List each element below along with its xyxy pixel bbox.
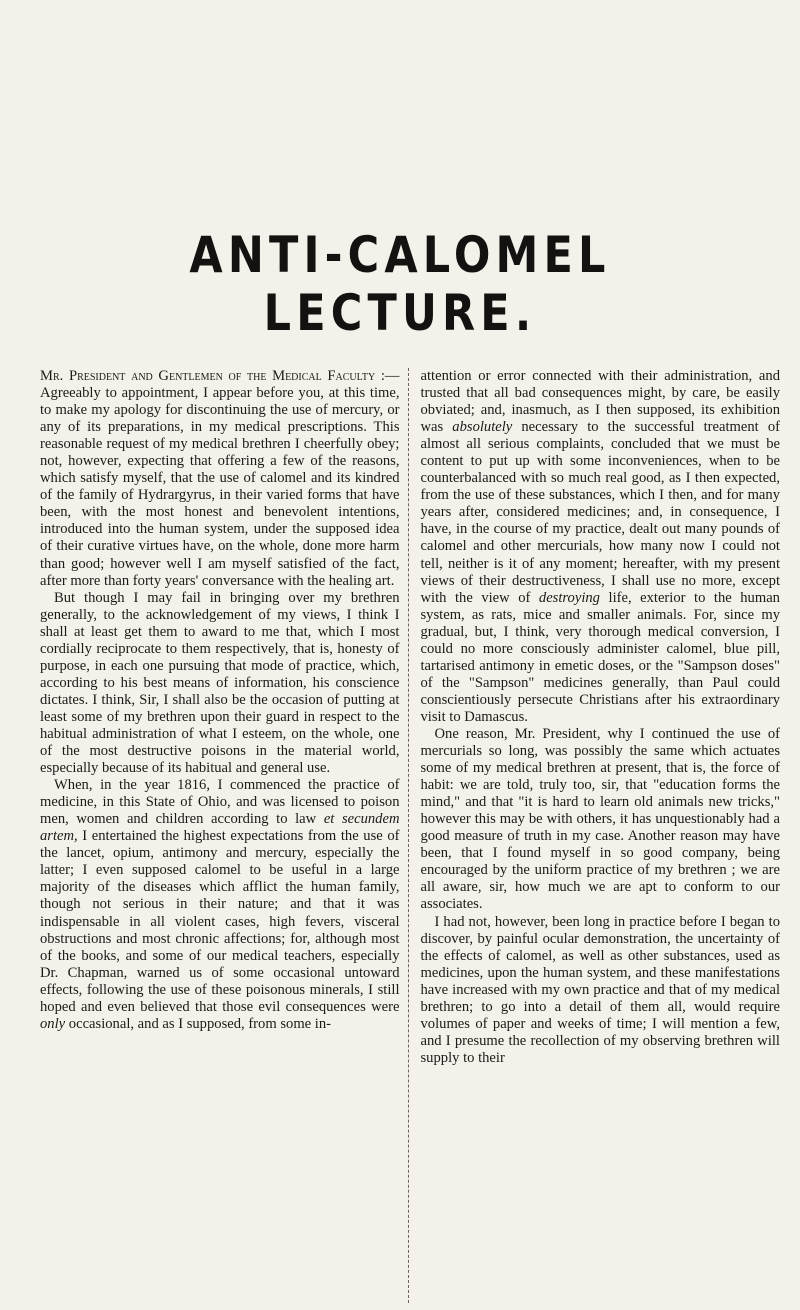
paragraph-2: But though I may fail in bringing over my brethren generally, to the acknowledgement of my views, I think I shall at least get them to award to me that, which I most cordially reciprocate to them respectively, that is, honesty of purpose, in each one pursuing that mode of practice, which, according to his best means of information, his conscience dictates. I think, Sir, I shall also be the occasion of putting at least some of my brethren upon their guard in respect to the habitual administration of what I esteem, on the whole, one of the most destructive poisons in the material world, especially because of its habitual and general use.: [40, 589, 400, 777]
salutation: Mr. President and Gentlemen of the Medical Faculty :: [40, 368, 385, 384]
column-divider: [408, 368, 413, 1303]
paragraph-4: [421, 368, 781, 726]
left-column: [40, 368, 400, 1303]
emphasis-absolutely: absolutely: [452, 419, 513, 436]
paragraph-6: I had not, however, been long in practice before I began to discover, by painful ocular demonstration, the uncertainty of the effects of calomel, as well as other substances, used as medicines, upon the human system, and these manifestations have increased with my own practice and that of my medical brethren; to go into a detail of them all, would require volumes of paper and weeks of time; I will mention a few, and I presume the recollection of my observing brethren will supply to their: [420, 913, 780, 1066]
paragraph-4-text-c: life, exterior to the human system, as rats, mice and smaller animals. For, since my gradual, but, I think, very thorough medical conversion, I could no more consciously administer calomel, blue pill, tartarised antimony in emetic doses, or the "Sampson doses" of the "Sampson" medicines generally, than Paul could conscientiously persecute Christians after his extraordinary visit to Damascus.: [420, 589, 780, 725]
emphasis-destroying: destroying: [538, 589, 600, 606]
page-title: ANTI-CALOMEL LECTURE.: [189, 226, 611, 342]
paragraph-3-text-c: occasional, and as I supposed, from some in-: [65, 1015, 332, 1032]
paragraph-1: [40, 368, 400, 590]
right-column: [421, 368, 781, 1303]
paragraph-1-text: —Agreeably to appointment, I appear before you, at this time, to make my apology for discontinuing the use of mercury, or any of its preparations, in my medical prescriptions. This reasonable request of my medical brethren I cheerfully obey; not, however, expecting that offering a few of the reasons, which satisfy myself, that the use of calomel and its kindred of the family of Hydrargyrus, in their varied forms that have been, with the most honest and benevolent intentions, introduced into the human system, under the supposed idea of their curative virtues have, on the whole, done more harm than good; however well I am myself satisfied of the fact, after more than forty years' conversance with the healing art.: [40, 368, 400, 589]
paragraph-3: [40, 777, 400, 1033]
paragraph-4-text-a: attention or error connected with their administration, and trusted that all bad consequences might, by care, be easily obviated; and, inasmuch, as I then supposed, its exhibition was: [420, 368, 780, 436]
paragraph-3-text-a: When, in the year 1816, I commenced the practice of medicine, in this State of Ohio, and was licensed to poison men, women and children according to law: [40, 777, 400, 828]
body-columns: [40, 368, 780, 1303]
emphasis-only: only: [40, 1015, 66, 1032]
latin-phrase: et secundem artem,: [40, 811, 400, 845]
paragraph-4-text-b: necessary to the successful treatment of almost all serious complaints, concluded that we must be content to put up with some inconveniences, when to be counterbalanced with so much real good, as I then expected, from the use of these substances, which I then, and for many years after, considered medicines; and, in consequence, I have, in the course of my practice, dealt out many pounds of calomel and other mercurials, how many now I could not tell, neither is it of any moment; hereafter, with my present views of their destructiveness, I shall use no more, except with the view of: [420, 419, 780, 606]
paragraph-3-text-b: I entertained the highest expectations from the use of the lancet, opium, antimony and mercury, especially the latter; I even supposed calomel to be useful in a large majority of the diseases which afflict the human family, though not serious in their nature; and that it was indispensable in all violent cases, high fevers, visceral obstructions and most chronic affections; for, although most of the books, and some of our medical teachers, especially Dr. Chapman, warned us of some occasional untoward effects, following the use of these poisonous minerals, I still hoped and even believed that those evil consequences were: [40, 828, 400, 1015]
paragraph-5: One reason, Mr. President, why I continued the use of mercurials so long, was possibly the same which actuates some of my medical brethren at present, that is, the force of habit: we are told, truly too, sir, that "education forms the mind," and that "it is hard to learn old animals new tricks," however this may be with others, it has unquestionably had a good measure of truth in my case. Another reason may have been, that I found myself in so good company, being encouraged by the uniform practice of my brethren ; we are all aware, sir, how much we are apt to conform to our associates.: [420, 725, 780, 913]
